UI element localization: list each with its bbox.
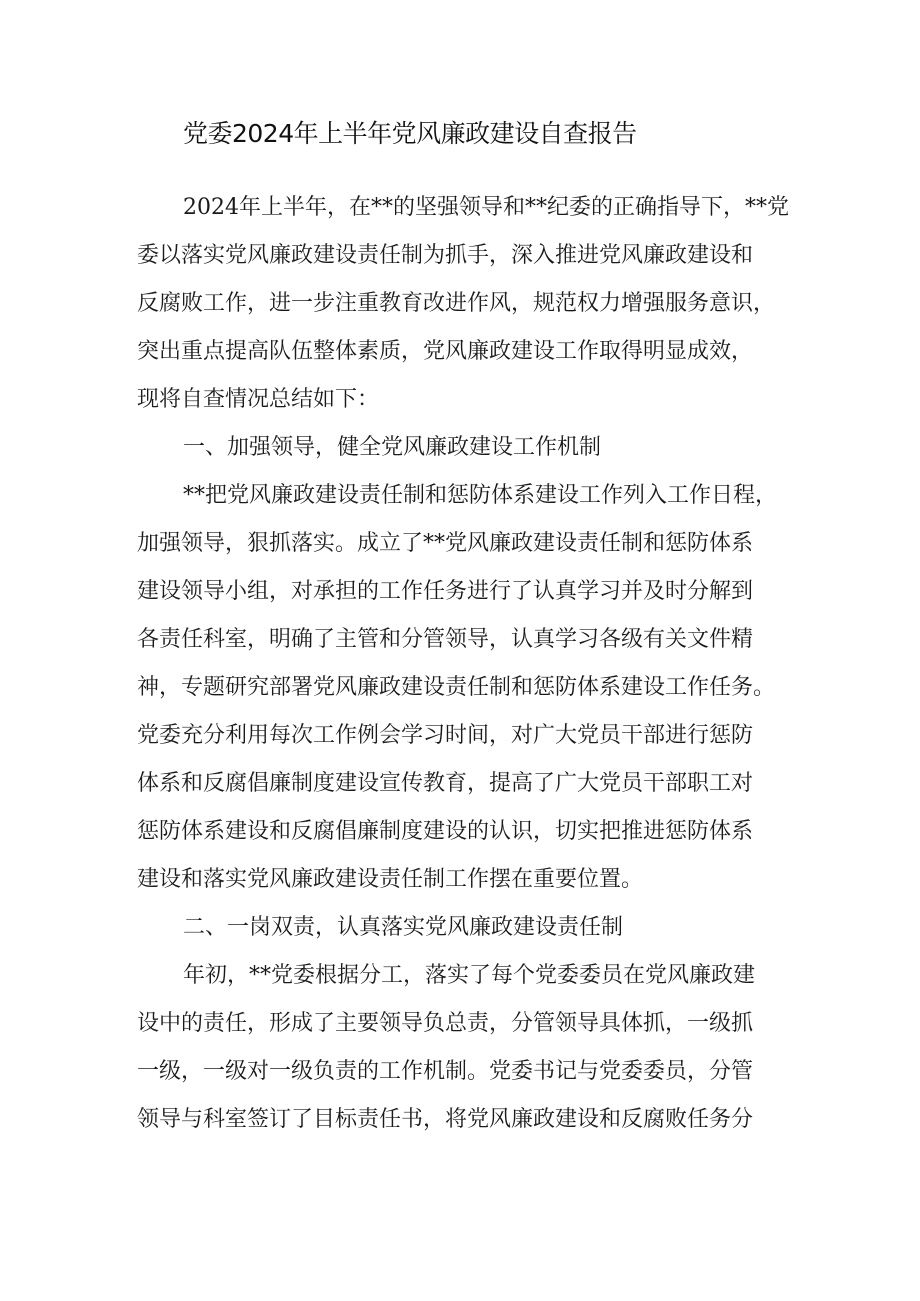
body-line: 2024年上半年，在**的坚强领导和**纪委的正确指导下，**党 (183, 195, 789, 220)
body-line: 各责任科室，明确了主管和分管领导，认真学习各级有关文件精 (137, 627, 754, 652)
body-line: 反腐败工作，进一步注重教育改进作风，规范权力增强服务意识， (137, 291, 776, 316)
body-line: **把党风廉政建设责任制和惩防体系建设工作列入工作日程， (183, 483, 778, 508)
body-line: 党委充分利用每次工作例会学习时间，对广大党员干部进行惩防 (137, 723, 754, 748)
body-line: 体系和反腐倡廉制度建设宣传教育，提高了广大党员干部职工对 (137, 771, 754, 796)
body-line: 加强领导，狠抓落实。成立了**党风廉政建设责任制和惩防体系 (137, 531, 754, 556)
body-line: 委以落实党风廉政建设责任制为抓手，深入推进党风廉政建设和 (137, 243, 754, 268)
body-line: 神，专题研究部署党风廉政建设责任制和惩防体系建设工作任务。 (137, 675, 776, 700)
body-line: 领导与科室签订了目标责任书，将党风廉政建设和反腐败任务分 (137, 1107, 754, 1132)
body-line: 设中的责任，形成了主要领导负总责，分管领导具体抓，一级抓 (137, 1011, 754, 1036)
body-line: 建设和落实党风廉政建设责任制工作摆在重要位置。 (137, 867, 644, 892)
body-line: 惩防体系建设和反腐倡廉制度建设的认识，切实把推进惩防体系 (137, 819, 754, 844)
section-heading: 二、一岗双责，认真落实党风廉政建设责任制 (183, 915, 624, 940)
section-heading: 一、加强领导，健全党风廉政建设工作机制 (183, 435, 602, 460)
body-line: 建设领导小组，对承担的工作任务进行了认真学习并及时分解到 (137, 579, 754, 604)
body-line: 现将自查情况总结如下： (137, 387, 380, 412)
body-line: 突出重点提高队伍整体素质，党风廉政建设工作取得明显成效， (137, 339, 754, 364)
body-line: 一级，一级对一级负责的工作机制。党委书记与党委委员，分管 (137, 1059, 754, 1084)
document-title: 党委2024年上半年党风廉政建设自查报告 (183, 119, 637, 148)
body-line: 年初，**党委根据分工，落实了每个党委委员在党风廉政建 (183, 963, 756, 988)
